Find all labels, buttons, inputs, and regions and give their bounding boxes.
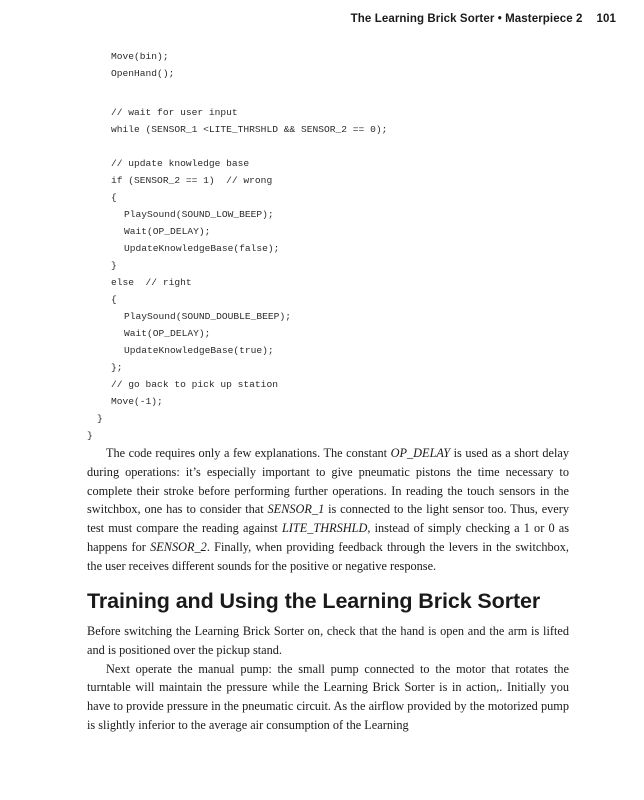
code-line: Wait(OP_DELAY); [124,226,211,237]
code-line: OpenHand(); [111,68,175,79]
running-title: The Learning Brick Sorter • Masterpiece 2 [350,13,583,25]
paragraph: Next operate the manual pump: the small pump connected to the motor that rotates the turntable will maintain the pressure while the Learning Brick Sorter is in action,. Initially you have to provide pressure in the pneumatic circuit. As the airflow provided by the motorized pump is slightly inferior to the average air consumption of the Learning [87,661,569,732]
code-line: else // right [111,277,192,288]
code-line: Move(-1); [111,396,163,407]
code-line: Move(bin); [111,51,169,62]
text-run: The code requires only a few explanations. The constant [106,446,391,460]
text-run: is connected to the light sensor too. Thus, every test must compare the reading against [87,502,569,536]
code-line: // wait for user input [111,107,238,118]
code-line: } [87,430,93,441]
code-line: } [97,413,103,424]
code-line: { [111,294,117,305]
code-line: UpdateKnowledgeBase(true); [124,345,274,356]
code-line: PlaySound(SOUND_DOUBLE_BEEP); [124,311,291,322]
code-identifier: SENSOR_2 [150,539,207,554]
code-line: UpdateKnowledgeBase(false); [124,243,280,254]
running-header [351,13,616,25]
body-text-upper [87,444,569,576]
code-identifier: OP_DELAY [390,446,451,460]
code-line: // go back to pick up station [111,379,278,390]
code-line: if (SENSOR_2 == 1) // wrong [111,175,273,186]
code-line: { [111,192,117,203]
code-line: }; [111,362,123,373]
paragraph: Before switching the Learning Brick Sorter on, check that the hand is open and the arm is lifted and is positioned over the pickup stand. [87,624,569,657]
text-run: . Finally, when providing feedback through the levers in the switchbox, the user receives different sounds for the positive or negative response. [87,539,569,573]
text-run: , instead of simply checking a 1 or 0 as happens for [87,521,569,554]
code-line: PlaySound(SOUND_LOW_BEEP); [124,209,274,220]
code-line: Wait(OP_DELAY); [124,328,211,339]
code-line: // update knowledge base [111,158,250,169]
body-text-lower [87,622,569,735]
page-number: 101 [596,13,616,25]
paragraph [87,444,569,576]
code-line: } [111,260,117,271]
section-heading: Training and Using the Learning Brick Sorter [87,589,541,613]
text-run: is used as a short delay during operations: it’s especially important to give pneumatic pistons the time necessary to complete their stroke before performing further operations. In reading the touch sensors in the switchbox, one has to consider that [87,446,569,517]
code-line: while (SENSOR_1 <LITE_THRSHLD && SENSOR_2 == 0); [111,124,388,135]
code-identifier: SENSOR_1 [267,502,325,517]
code-identifier: LITE_THRSHLD [281,521,368,536]
